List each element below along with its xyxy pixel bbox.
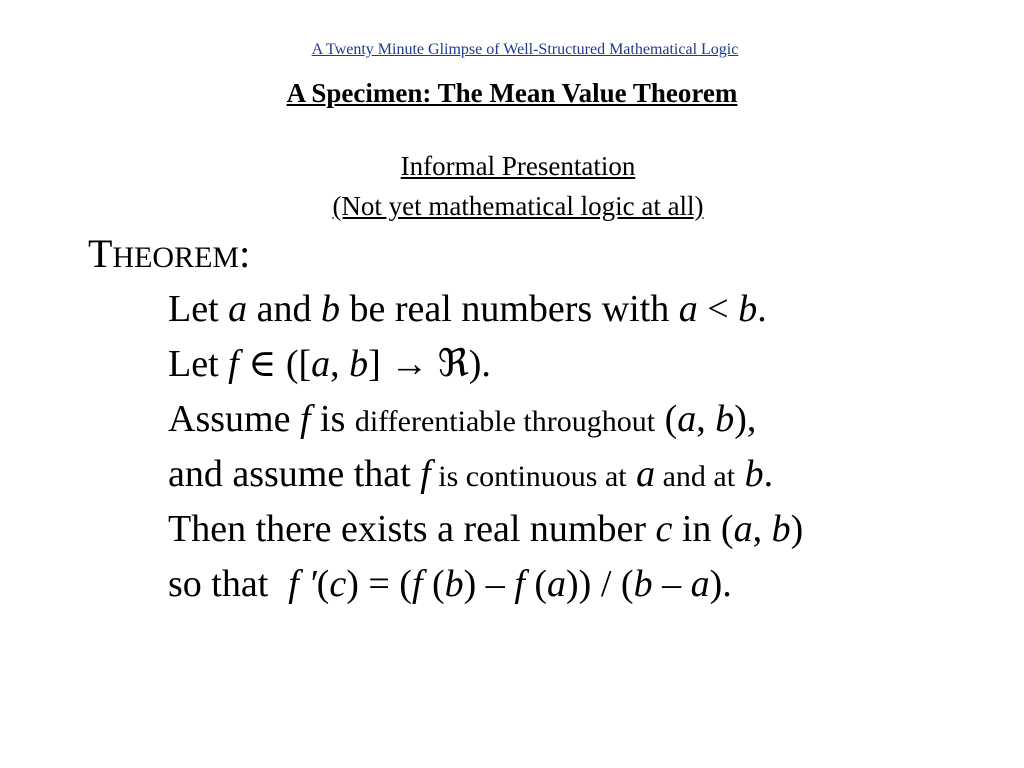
text: . xyxy=(757,288,767,330)
text xyxy=(735,453,745,495)
var: c xyxy=(329,563,347,605)
theorem-line-1 xyxy=(168,284,988,339)
subtitle-line-2: (Not yet mathematical logic at all) xyxy=(332,191,704,221)
var: f xyxy=(411,563,423,605)
theorem-line-5 xyxy=(168,504,988,559)
var: b xyxy=(744,453,764,495)
var: f xyxy=(514,563,525,605)
text: , xyxy=(696,398,716,440)
var: a xyxy=(733,508,753,550)
text: so that xyxy=(168,563,269,605)
var: a xyxy=(678,288,698,330)
text: < xyxy=(697,288,739,330)
theorem-heading-initial: T xyxy=(88,231,113,276)
theorem-heading-colon: : xyxy=(239,231,251,276)
text: Then there exists a real number xyxy=(168,508,656,550)
text: ∈ ([ xyxy=(238,343,312,385)
var: f ′ xyxy=(288,563,317,605)
theorem-body xyxy=(168,284,988,614)
var: b xyxy=(715,398,735,440)
text: and assume that xyxy=(168,453,421,495)
text: and xyxy=(247,288,322,330)
text: ). xyxy=(709,563,732,605)
text: Let xyxy=(168,343,229,385)
text: and at xyxy=(655,460,736,493)
var: b xyxy=(771,508,791,550)
theorem-heading-rest: HEOREM xyxy=(112,241,240,274)
text: , xyxy=(752,508,772,550)
theorem-line-2 xyxy=(168,339,988,394)
theorem-line-4 xyxy=(168,449,988,504)
theorem-line-3 xyxy=(168,394,988,449)
header-link[interactable]: A Twenty Minute Glimpse of Well-Structured Mathematical Logic xyxy=(311,41,739,58)
text: ) xyxy=(790,508,804,550)
subtitle-line-1: Informal Presentation xyxy=(400,151,636,181)
text: in ( xyxy=(672,508,734,550)
slide-title: A Specimen: The Mean Value Theorem xyxy=(286,78,738,108)
var: f xyxy=(299,398,311,440)
text: be real numbers with xyxy=(340,288,679,330)
text: )) / ( xyxy=(566,563,634,605)
var: f xyxy=(420,453,431,495)
var: a xyxy=(547,563,567,605)
theorem-line-6 xyxy=(168,559,988,614)
text: ) = ( xyxy=(346,563,412,605)
var: a xyxy=(677,398,697,440)
var: b xyxy=(349,343,369,385)
var: a xyxy=(636,453,656,495)
var: a xyxy=(311,343,331,385)
text: ( xyxy=(524,563,548,605)
var: f xyxy=(228,343,239,385)
var: a xyxy=(228,288,248,330)
var: a xyxy=(690,563,710,605)
text: ( xyxy=(655,398,678,440)
text: Assume xyxy=(168,398,300,440)
text: – xyxy=(652,563,691,605)
text xyxy=(627,453,637,495)
text: ) – xyxy=(463,563,515,605)
var: b xyxy=(633,563,653,605)
var: b xyxy=(321,288,341,330)
text: is continuous at xyxy=(430,460,627,493)
var: b xyxy=(444,563,464,605)
text: ( xyxy=(422,563,445,605)
text: is xyxy=(310,398,355,440)
text: ] → ℜ). xyxy=(368,343,491,385)
var: c xyxy=(655,508,673,550)
text: , xyxy=(330,343,350,385)
text: . xyxy=(763,453,774,495)
text: ( xyxy=(316,563,330,605)
theorem-heading xyxy=(88,230,250,277)
text: ), xyxy=(734,398,757,440)
subtitle xyxy=(0,146,1024,226)
text: differentiable throughout xyxy=(354,405,656,438)
var: b xyxy=(738,288,758,330)
text: Let xyxy=(168,288,229,330)
